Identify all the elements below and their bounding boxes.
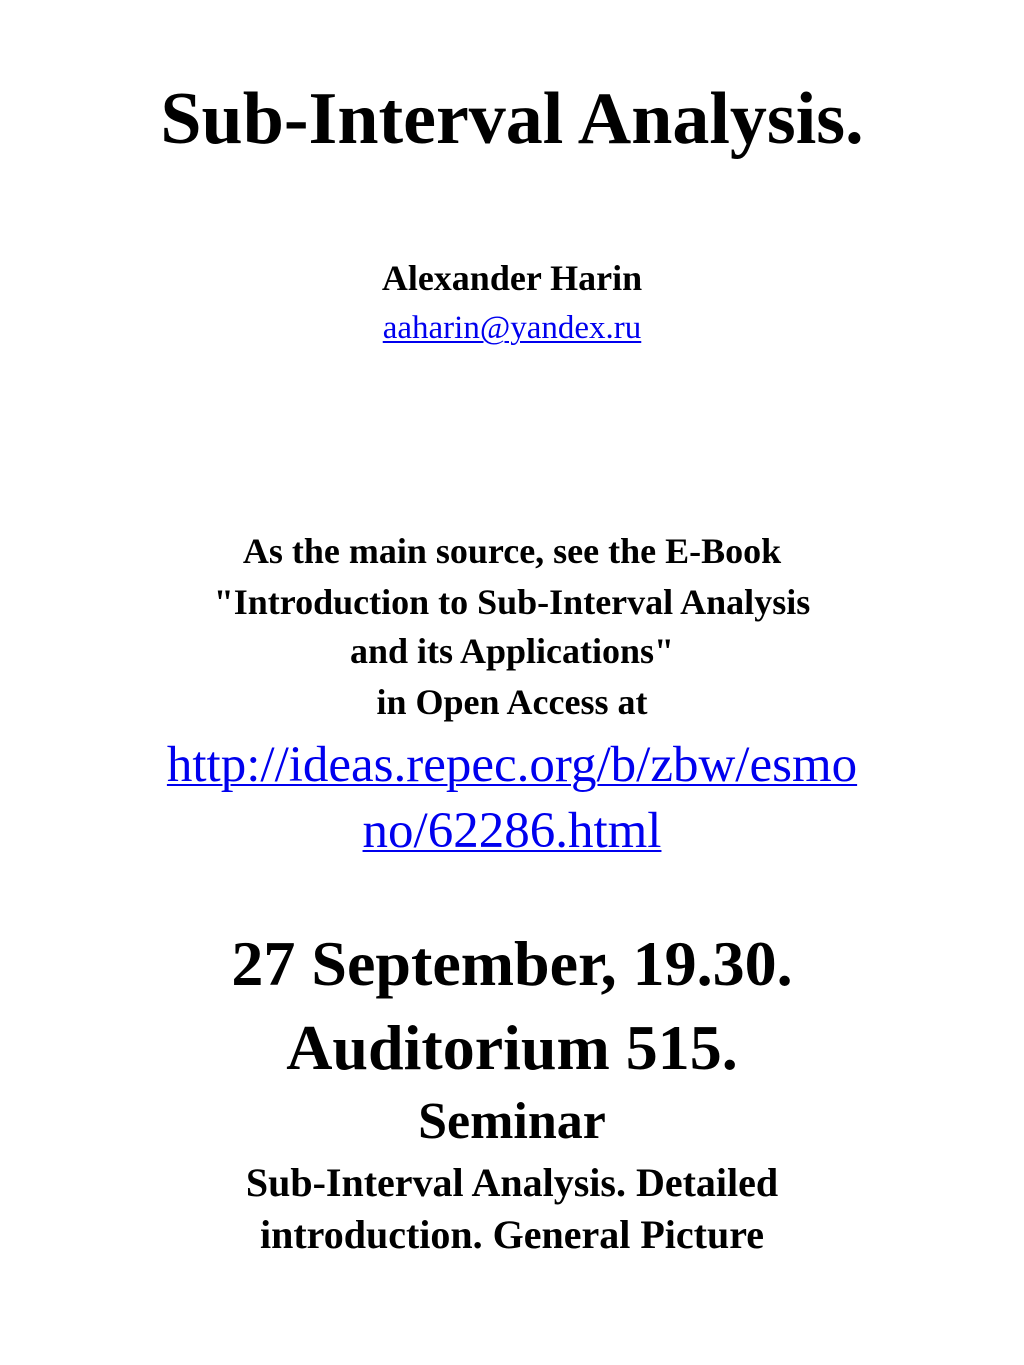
author-name: Alexander Harin [381,258,643,298]
ebook-url-link-part-2[interactable]: no/62286.html [362,803,662,859]
event-topic-line-2: introduction. General Picture [259,1212,765,1257]
event-date-time: 27 September, 19.30. [231,928,793,999]
source-line-1: As the main source, see the E-Book [242,531,782,571]
author-email-line [0,312,1024,345]
author-email-link[interactable]: aaharin@yandex.ru [382,310,642,346]
event-topic-line-1: Sub-Interval Analysis. Detailed [245,1160,779,1205]
ebook-url-line-1 [0,737,1024,793]
source-line-2: "Introduction to Sub-Interval Analysis [213,582,811,622]
event-type: Seminar [418,1093,606,1150]
page-title: Sub-Interval Analysis. [160,78,864,160]
event-room: Auditorium 515. [286,1012,738,1083]
ebook-url-link-part-1[interactable]: http://ideas.repec.org/b/zbw/esmo [166,737,858,793]
ebook-url-line-2 [0,803,1024,859]
source-line-4: in Open Access at [376,682,648,722]
source-line-3: and its Applications" [349,631,675,671]
